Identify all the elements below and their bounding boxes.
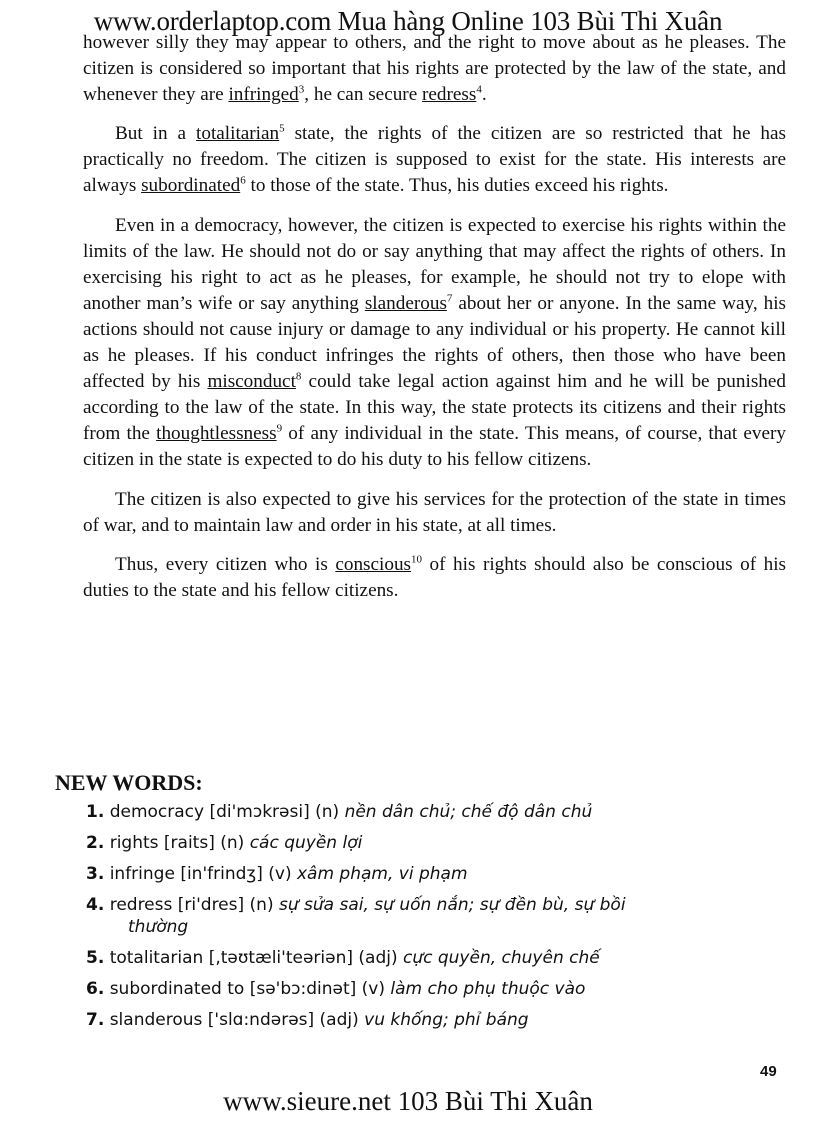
vocab-item: 2. rights [raits] (n) các quyền lợi <box>86 833 363 853</box>
glossed-word: conscious <box>335 553 412 575</box>
paragraph-3: Even in a democracy, however, the citizen is expected to exercise his rights within the limits of the law. He should not do or say anything that may affect the rights of others. In exercising his right to act as he pleases, for example, he should not try to elope with another man’s wife or say anything slanderous$^7$ about her or anyone. In the same way, his actions should not cause injury or damage to any individual or his property. He cannot kill as he pleases. If his conduct infringes the rights of others, then those who have been affected by his misconduct$^8$ could take legal action against him and he will be punished according to the law of the state. In this way, the state protects its citizens and their rights from the thoughtlessness$^9$ of any individual in the state. This means, of course, that every citizen in the state is expected to do his duty to his fellow citizens. <box>83 214 786 471</box>
glossed-word: misconduct <box>207 371 296 393</box>
footnote-marker: 10 <box>411 553 423 566</box>
footnote-marker: 3 <box>298 83 305 96</box>
footer-watermark: www.sieure.net 103 Bùi Thi Xuân <box>223 1086 593 1116</box>
glossed-word: slanderous <box>364 292 447 314</box>
footnote-marker: 8 <box>295 370 302 383</box>
glossed-word: totalitarian <box>196 123 280 145</box>
vocab-item: 4. redress [ri'dres] (n) sự sửa sai, sự uốn nắn; sự đền bù, sự bồi thường <box>86 895 626 937</box>
glossed-word: redress <box>422 84 477 106</box>
vocab-item: 6. subordinated to [sə'bɔ:dinət] (v) làm cho phụ thuộc vào <box>86 979 586 999</box>
footnote-marker: 7 <box>446 292 453 305</box>
paragraph-4: The citizen is also expected to give his services for the protection of the state in times of war, and to maintain law and order in his state, at all times. <box>83 488 786 536</box>
footnote-marker: 6 <box>240 175 246 188</box>
glossed-word: infringed <box>228 84 299 106</box>
paragraph-2: But in a totalitarian$^5$ state, the rights of the citizen are so restricted that he has practically no freedom. The citizen is supposed to exist for the state. His interests are always subordinated$^6$ to those of the state. Thus, his duties exceed his rights. <box>83 122 786 197</box>
page-number: 49 <box>760 1063 777 1080</box>
paragraph-1: however silly they may appear to others, and the right to move about as he pleases. The citizen is considered so important that his rights are protected by the law of the state, and whenever they are infringed$^3$, he can secure redress$^4$. <box>83 32 786 106</box>
vocab-list <box>86 801 786 1040</box>
vocab-item: 3. infringe [in'frindʒ] (v) xâm phạm, vi phạm <box>86 864 468 884</box>
glossed-word: subordinated <box>141 175 241 197</box>
glossed-word: thoughtlessness <box>156 423 277 445</box>
vocab-item: 7. slanderous ['slɑ:ndərəs] (adj) vu khống; phỉ báng <box>86 1010 529 1030</box>
footnote-marker: 5 <box>279 122 285 135</box>
paragraph-5: Thus, every citizen who is conscious$^{10}$ of his rights should also be conscious of his duties to the state and his fellow citizens. <box>83 553 786 601</box>
footnote-marker: 4 <box>476 83 482 96</box>
vocab-item: 1. democracy [di'mɔkrəsi] (n) nền dân chủ; chế độ dân chủ <box>86 802 593 822</box>
vocab-item: 5. totalitarian [,təʊtæli'teəriən] (adj) cực quyền, chuyên chế <box>86 948 600 968</box>
body-text <box>83 30 786 617</box>
footnote-marker: 9 <box>276 422 283 435</box>
new-words-heading: NEW WORDS: <box>55 770 203 795</box>
header-watermark: www.orderlaptop.com Mua hàng Online 103 Bùi Thi Xuân <box>93 6 723 36</box>
